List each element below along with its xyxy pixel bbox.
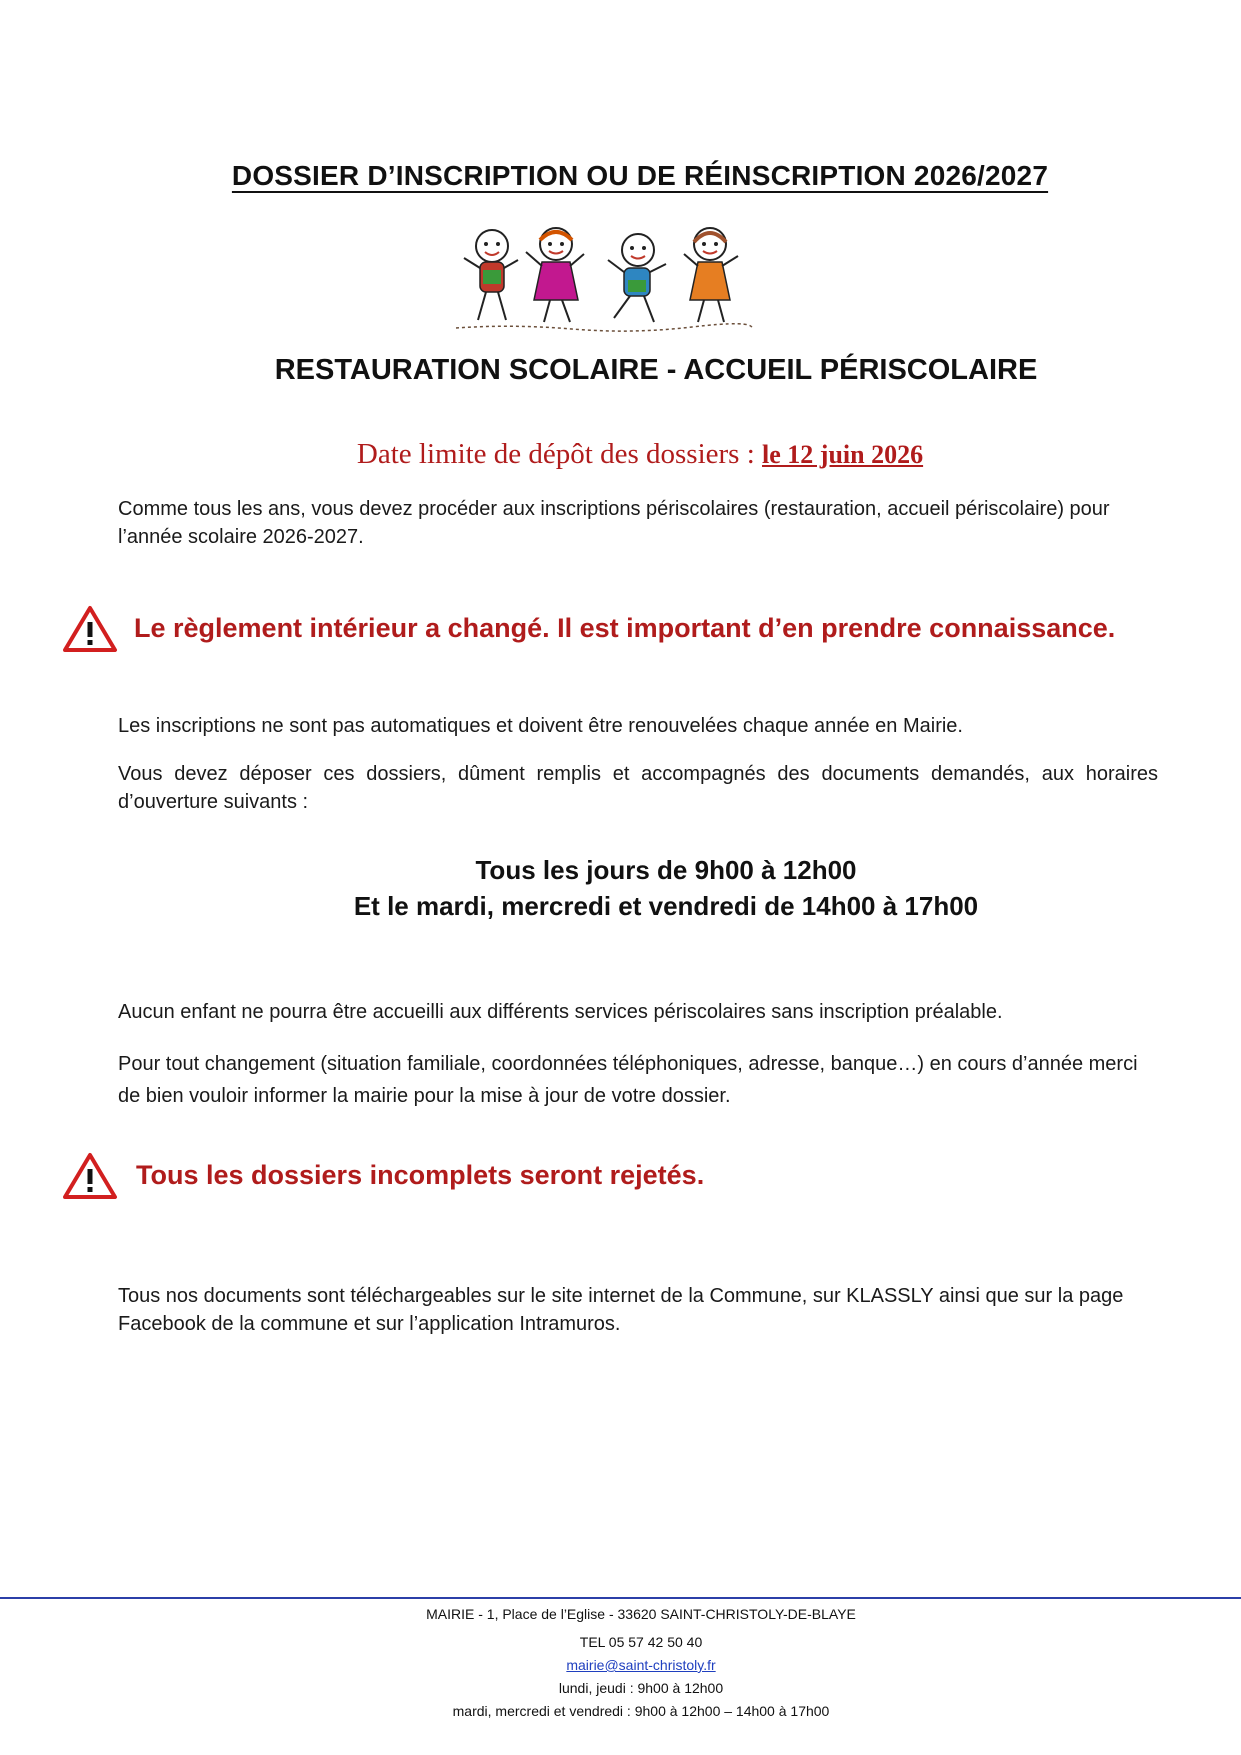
warning-triangle-icon [62, 1152, 118, 1200]
deadline-label: Date limite de dépôt des dossiers : [356, 438, 763, 470]
deadline-date: le 12 juin 2026 [762, 440, 924, 469]
footer-email-link[interactable]: mairie@saint-christoly.fr [566, 1657, 716, 1673]
footer-address: MAIRIE - 1, Place de l’Eglise - 33620 SAINT-CHRISTOLY-DE-BLAYE [426, 1606, 856, 1622]
no-child-paragraph: Aucun enfant ne pourra être accueilli aux différents services périscolaires sans inscription préalable. [118, 1001, 1003, 1023]
footer-hours2: mardi, mercredi et vendredi : 9h00 à 12h00 – 14h00 à 17h00 [452, 1703, 830, 1719]
opening-hours-line1: Tous les jours de 9h00 à 12h00 [475, 855, 857, 885]
download-paragraph: Tous nos documents sont téléchargeables sur le site internet de la Commune, sur KLASSLY ainsi que sur la page Facebook de la commune et sur l’application Intramuros. [118, 1285, 1124, 1335]
document-subtitle: RESTAURATION SCOLAIRE - ACCUEIL PÉRISCOLAIRE [274, 354, 1038, 386]
change-paragraph: Pour tout changement (situation familiale, coordonnées téléphoniques, adresse, banque…) en cours d’année merci de bien vouloir informer la mairie pour la mise à jour de votre dossier. [118, 1053, 1138, 1107]
warning-rules-row [62, 605, 1222, 661]
deposit-paragraph: Vous devez déposer ces dossiers, dûment remplis et accompagnés des documents demandés, aux horaires d’ouverture suivants : [118, 763, 1158, 813]
intro-paragraph: Comme tous les ans, vous devez procéder aux inscriptions périscolaires (restauration, accueil périscolaire) pour l’année scolaire 2026-2027. [118, 498, 1110, 548]
opening-hours-line2: Et le mardi, mercredi et vendredi de 14h00 à 17h00 [353, 891, 979, 921]
warning-incomplete-text: Tous les dossiers incomplets seront rejetés. [136, 1160, 705, 1190]
deadline-line [0, 438, 1241, 471]
document-title: DOSSIER D’INSCRIPTION OU DE RÉINSCRIPTION 2026/2027 [231, 160, 1049, 191]
footer-hours1: lundi, jeudi : 9h00 à 12h00 [558, 1680, 724, 1696]
not-automatic-paragraph: Les inscriptions ne sont pas automatiques et doivent être renouvelées chaque année en Mairie. [118, 715, 963, 737]
footer-tel: TEL 05 57 42 50 40 [579, 1634, 703, 1650]
warning-triangle-icon [62, 605, 118, 653]
warning-incomplete-row [62, 1152, 1222, 1208]
children-illustration [452, 224, 754, 336]
warning-rules-text: Le règlement intérieur a changé. Il est important d’en prendre connaissance. [134, 613, 1116, 643]
footer-divider [0, 1597, 1241, 1599]
footer-email-wrap [0, 1657, 1241, 1673]
